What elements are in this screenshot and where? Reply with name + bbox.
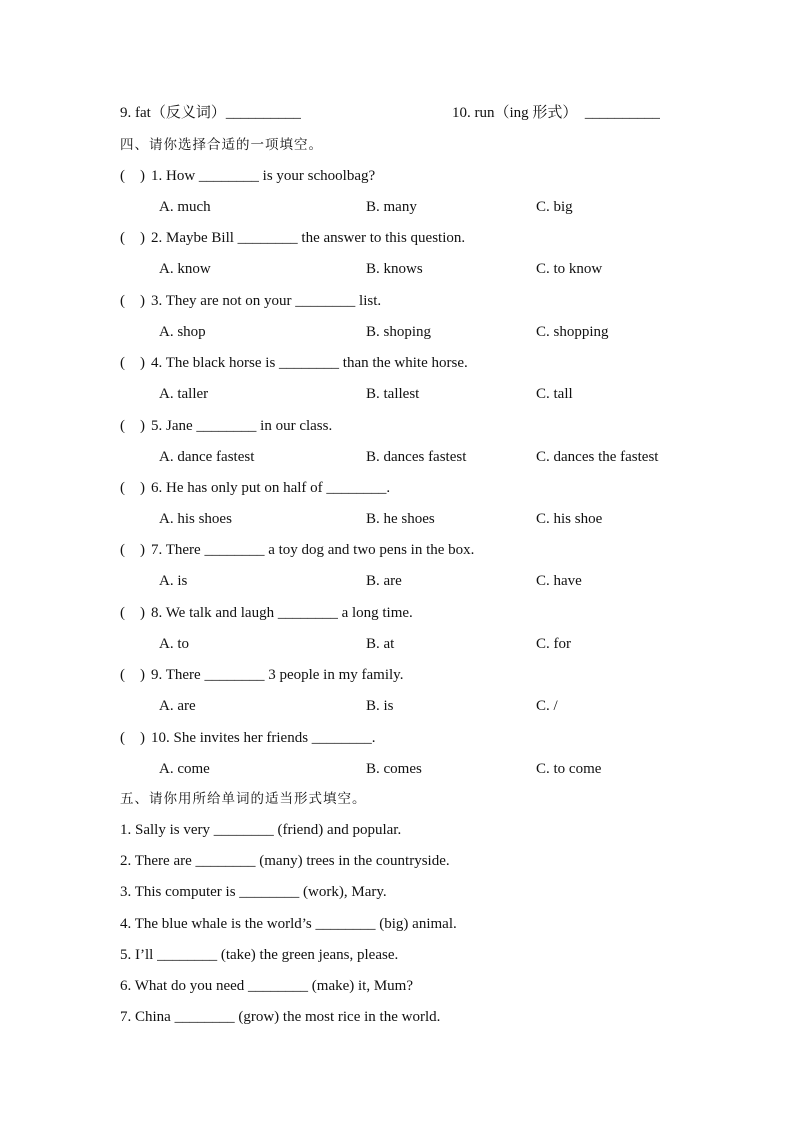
fill-in-item: 3. This computer is ________ (work), Mary.	[120, 884, 387, 900]
question-stem: 3. They are not on your ________ list.	[151, 293, 382, 309]
fill-in-item: 4. The blue whale is the world’s ________ (big) animal.	[120, 916, 457, 932]
option-a: A. much	[159, 199, 211, 215]
answer-paren: ( )	[120, 418, 145, 434]
section-5-heading: 五、请你用所给单词的适当形式填空。	[120, 791, 367, 807]
option-b: B. are	[366, 573, 402, 589]
fill-in-item: 1. Sally is very ________ (friend) and popular.	[120, 822, 402, 838]
option-c: C. to come	[536, 761, 602, 777]
option-c: C. shopping	[536, 324, 609, 340]
answer-paren: ( )	[120, 605, 145, 621]
fill-in-item: 7. China ________ (grow) the most rice in the world.	[120, 1009, 441, 1025]
option-a: A. come	[159, 761, 210, 777]
option-c: C. tall	[536, 386, 573, 402]
option-b: B. shoping	[366, 324, 432, 340]
question-stem: 2. Maybe Bill ________ the answer to this question.	[151, 230, 466, 246]
answer-paren: ( )	[120, 230, 145, 246]
answer-paren: ( )	[120, 293, 145, 309]
answer-paren: ( )	[120, 667, 145, 683]
question-stem: 5. Jane ________ in our class.	[151, 418, 333, 434]
fill-in-item: 5. I’ll ________ (take) the green jeans, please.	[120, 947, 399, 963]
option-c: C. to know	[536, 261, 603, 277]
option-b: B. comes	[366, 761, 422, 777]
question-stem: 4. The black horse is ________ than the white horse.	[151, 355, 468, 371]
option-b: B. many	[366, 199, 417, 215]
option-b: B. is	[366, 698, 394, 714]
answer-paren: ( )	[120, 480, 145, 496]
option-c: C. big	[536, 199, 573, 215]
option-a: A. is	[159, 573, 188, 589]
option-b: B. he shoes	[366, 511, 435, 527]
option-c: C. /	[536, 698, 558, 714]
fill-in-item: 6. What do you need ________ (make) it, Mum?	[120, 978, 413, 994]
option-a: A. taller	[159, 386, 209, 402]
option-c: C. have	[536, 573, 582, 589]
option-b: B. tallest	[366, 386, 420, 402]
answer-paren: ( )	[120, 168, 145, 184]
item-9: 9. fat（反义词）__________	[120, 105, 301, 121]
option-a: A. dance fastest	[159, 449, 255, 465]
option-a: A. are	[159, 698, 196, 714]
question-stem: 9. There ________ 3 people in my family.	[151, 667, 404, 683]
option-a: A. to	[159, 636, 189, 652]
option-b: B. dances fastest	[366, 449, 467, 465]
question-stem: 8. We talk and laugh ________ a long time.	[151, 605, 413, 621]
option-c: C. for	[536, 636, 571, 652]
option-c: C. dances the fastest	[536, 449, 659, 465]
question-stem: 6. He has only put on half of ________.	[151, 480, 391, 496]
section-4-heading: 四、请你选择合适的一项填空。	[120, 137, 323, 153]
option-a: A. shop	[159, 324, 206, 340]
answer-paren: ( )	[120, 542, 145, 558]
option-b: B. knows	[366, 261, 423, 277]
question-stem: 10. She invites her friends ________.	[151, 730, 376, 746]
question-stem: 1. How ________ is your schoolbag?	[151, 168, 376, 184]
answer-paren: ( )	[120, 355, 145, 371]
option-c: C. his shoe	[536, 511, 603, 527]
fill-in-item: 2. There are ________ (many) trees in the countryside.	[120, 853, 450, 869]
answer-paren: ( )	[120, 730, 145, 746]
option-a: A. his shoes	[159, 511, 232, 527]
item-10: 10. run（ing 形式） __________	[452, 105, 660, 121]
option-b: B. at	[366, 636, 395, 652]
question-stem: 7. There ________ a toy dog and two pens in the box.	[151, 542, 475, 558]
option-a: A. know	[159, 261, 211, 277]
